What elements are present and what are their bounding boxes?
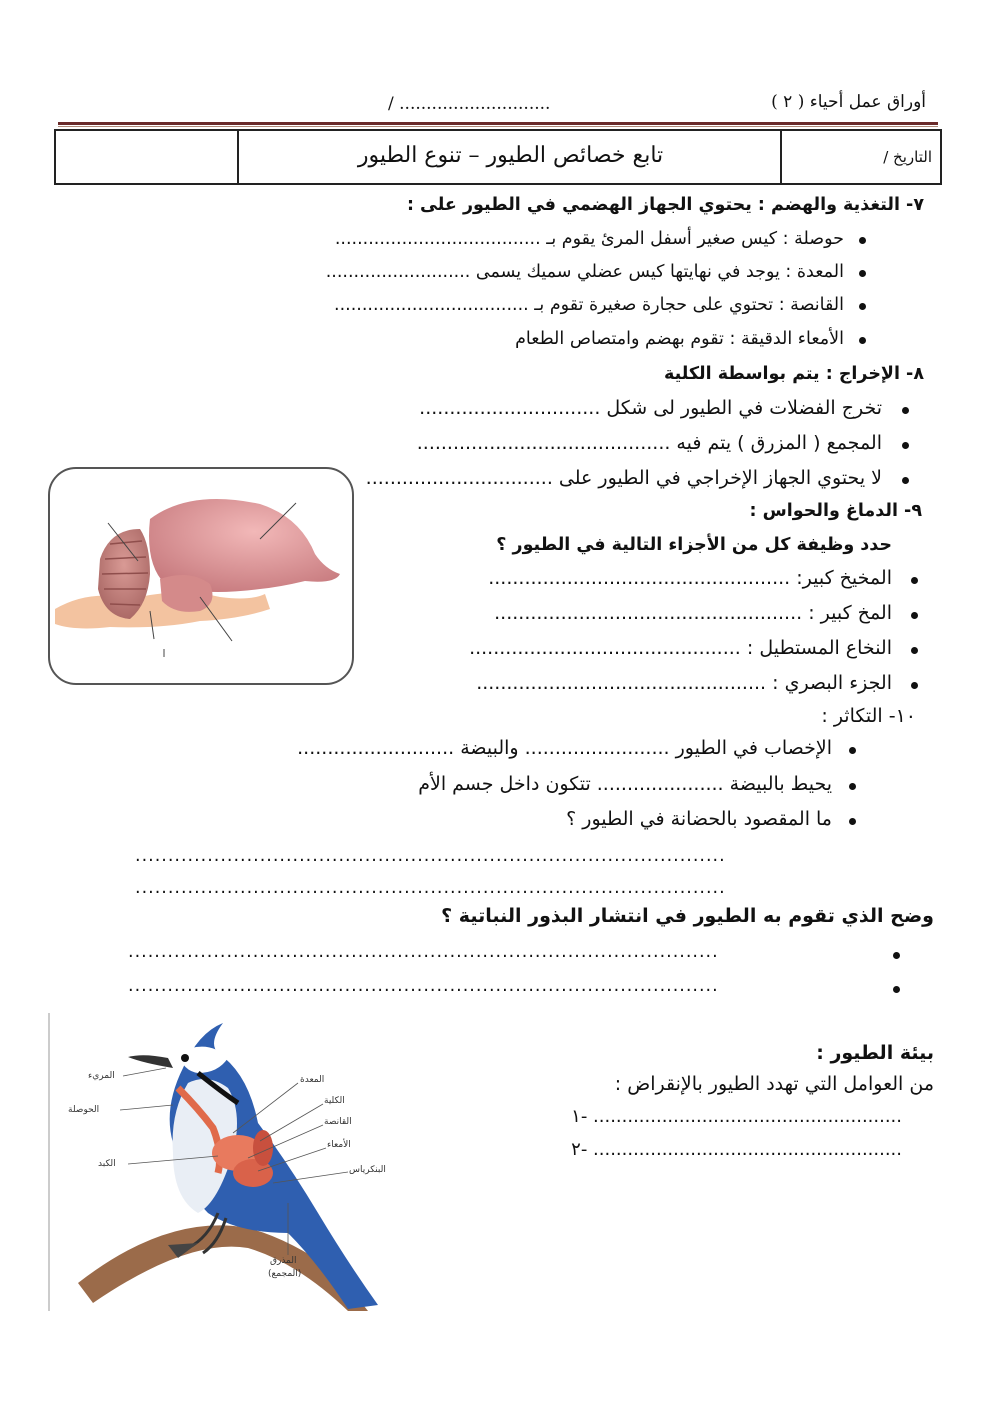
bullet: [893, 986, 900, 993]
label-intestine: الأمعاء: [327, 1140, 351, 1150]
sec9-question: حدد وظيفة كل من الأجزاء التالية في الطيور ؟: [496, 535, 892, 555]
seeds-answer-line: ..........................................................................................: [128, 976, 719, 996]
bullet: [849, 747, 856, 754]
environment-item-2: ٢- ......................................................: [571, 1139, 902, 1160]
environment-item-1: ١- ......................................................: [571, 1106, 902, 1127]
label-liver: الكبد: [98, 1159, 116, 1169]
bullet: [849, 783, 856, 790]
bullet: [859, 337, 866, 344]
worksheet-label: أوراق عمل أحياء ( ٢ ): [771, 92, 926, 112]
sec7-item-2: المعدة : يوجد في نهايتها كيس عضلي سميك يسمى ..........................: [325, 262, 844, 282]
label-cloaca: المذرق: [270, 1256, 297, 1266]
date-cell: [780, 131, 940, 183]
answer-line: ..........................................................................................: [135, 846, 726, 866]
bullet: [902, 407, 909, 414]
page-title: تابع خصائص الطيور – تنوع الطيور: [357, 143, 664, 168]
sec8-item-3: لا يحتوي الجهاز الإخراجي في الطيور على ...............................: [365, 467, 882, 489]
answer-line: ..........................................................................................: [135, 878, 726, 898]
bullet: [911, 612, 918, 619]
sec10-item-2: يحيط بالبيضة ..................... تتكون داخل جسم الأم: [418, 773, 832, 795]
sec7-item-1: حوصلة : كيس صغير أسفل المرئ يقوم بـ .....................................: [334, 229, 844, 249]
label-crop: الحوصلة: [68, 1105, 100, 1115]
bullet: [893, 952, 900, 959]
bird-anatomy-image: [48, 1013, 398, 1311]
title-cell: [237, 131, 782, 183]
bullet: [902, 442, 909, 449]
sec9-item-1: المخيخ كبير: ..................................................: [488, 567, 892, 589]
sec9-item-2: المخ كبير : ...................................................: [494, 602, 892, 624]
sec7-item-3: القانصة : تحتوي على حجارة صغيرة تقوم بـ ...................................: [334, 295, 844, 315]
bullet: [902, 477, 909, 484]
brain-illustration-icon: [50, 469, 352, 683]
sec10-item-3: ما المقصود بالحضانة في الطيور ؟: [566, 808, 832, 830]
blank-cell: [56, 131, 239, 183]
bullet: [911, 577, 918, 584]
date-label: التاريخ /: [883, 148, 932, 166]
bullet: [859, 237, 866, 244]
label-esophagus: المريء: [88, 1071, 115, 1081]
sec10-item-1: الإخصاب في الطيور ........................ والبيضة ..........................: [297, 737, 832, 759]
sec8-item-1: تخرج الفضلات في الطيور لى شكل ..............................: [419, 397, 882, 419]
label-kidney: الكلية: [324, 1096, 345, 1106]
sec9-item-4: الجزء البصري : ................................................: [476, 672, 892, 694]
bullet: [859, 303, 866, 310]
sec9-item-3: النخاع المستطيل : .............................................: [469, 637, 892, 659]
bullet: [859, 270, 866, 277]
sec7-item-4: الأمعاء الدقيقة : تقوم بهضم وامتصاص الطعام: [515, 329, 844, 349]
sec9-heading: ٩- الدماغ والحواس :: [749, 501, 922, 521]
name-line: / ............................: [388, 94, 551, 114]
bird-brain-image: [48, 467, 354, 685]
title-table: [54, 129, 942, 185]
label-stomach: المعدة: [300, 1075, 325, 1085]
sec7-heading: ٧- التغذية والهضم : يحتوي الجهاز الهضمي في الطيور على :: [406, 195, 924, 215]
sec10-heading: ١٠- التكاثر :: [821, 705, 916, 727]
label-cloaca-alt: (المجمع): [268, 1269, 302, 1279]
bullet: [911, 682, 918, 689]
environment-heading: بيئة الطيور :: [816, 1042, 934, 1064]
header-divider-thin: [58, 126, 938, 127]
sec8-heading: ٨- الإخراج : يتم بواسطة الكلية: [663, 364, 924, 384]
bullet: [911, 647, 918, 654]
label-gizzard: القانصة: [324, 1117, 352, 1127]
label-pancreas: البنكرياس: [349, 1165, 386, 1175]
bullet: [849, 818, 856, 825]
environment-intro: من العوامل التي تهدد الطيور بالإنقراض :: [614, 1073, 934, 1095]
sec8-item-2: المجمع ( المزرق ) يتم فيه ..........................................: [416, 432, 882, 454]
header-divider: [58, 122, 938, 125]
seeds-question: وضح الذي تقوم به الطيور في انتشار البذور النباتية ؟: [441, 905, 934, 927]
seeds-answer-line: ..........................................................................................: [128, 942, 719, 962]
